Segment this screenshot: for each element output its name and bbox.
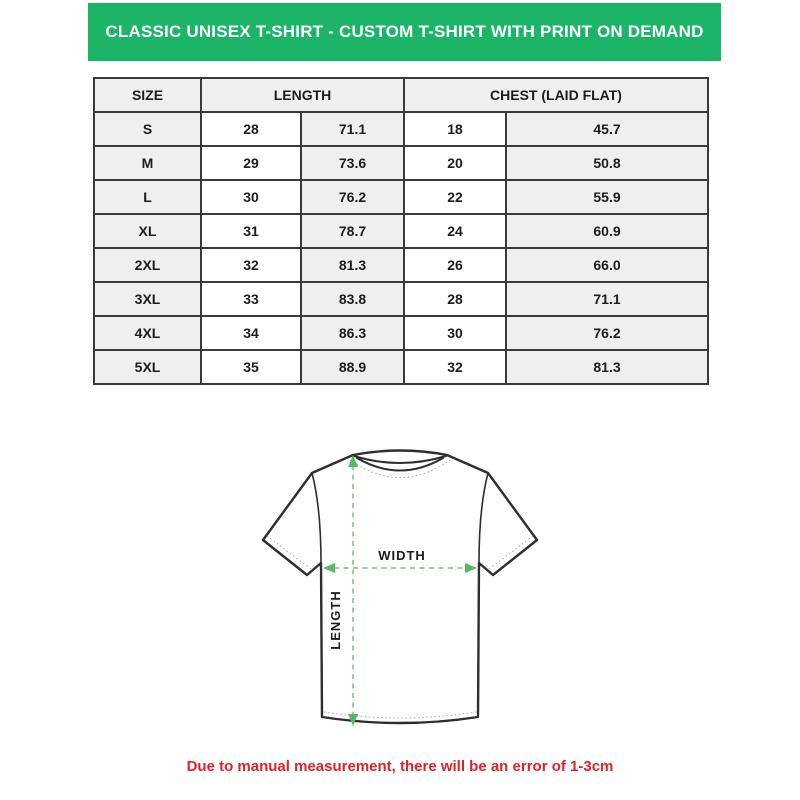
- length-cm-cell: 76.2: [301, 180, 404, 214]
- table-row: [94, 112, 708, 146]
- table-row: [94, 146, 708, 180]
- tshirt-diagram: [240, 430, 560, 750]
- length-cm-cell: 88.9: [301, 350, 404, 384]
- size-cell: 2XL: [94, 248, 201, 282]
- chest-cm-cell: 60.9: [506, 214, 708, 248]
- size-cell: 3XL: [94, 282, 201, 316]
- size-table: [93, 77, 709, 385]
- chest-cm-cell: 45.7: [506, 112, 708, 146]
- chest-cm-cell: 76.2: [506, 316, 708, 350]
- chest-in-cell: 28: [404, 282, 506, 316]
- size-cell: S: [94, 112, 201, 146]
- table-header-row: [94, 78, 708, 112]
- table-row: [94, 248, 708, 282]
- table-row: [94, 180, 708, 214]
- table-row: [94, 282, 708, 316]
- length-in-cell: 28: [201, 112, 301, 146]
- chest-cm-cell: 55.9: [506, 180, 708, 214]
- size-cell: L: [94, 180, 201, 214]
- table-row: [94, 350, 708, 384]
- chest-in-cell: 26: [404, 248, 506, 282]
- length-in-cell: 32: [201, 248, 301, 282]
- chest-in-cell: 32: [404, 350, 506, 384]
- chest-in-cell: 24: [404, 214, 506, 248]
- size-cell: 4XL: [94, 316, 201, 350]
- length-in-cell: 35: [201, 350, 301, 384]
- length-in-cell: 33: [201, 282, 301, 316]
- length-cm-cell: 73.6: [301, 146, 404, 180]
- length-cm-cell: 86.3: [301, 316, 404, 350]
- length-cm-cell: 78.7: [301, 214, 404, 248]
- length-label: LENGTH: [328, 590, 343, 650]
- chest-in-cell: 30: [404, 316, 506, 350]
- size-cell: 5XL: [94, 350, 201, 384]
- length-cm-cell: 81.3: [301, 248, 404, 282]
- length-in-cell: 31: [201, 214, 301, 248]
- chest-in-cell: 22: [404, 180, 506, 214]
- chest-in-cell: 18: [404, 112, 506, 146]
- chest-cm-cell: 50.8: [506, 146, 708, 180]
- chest-in-cell: 20: [404, 146, 506, 180]
- table-row: [94, 214, 708, 248]
- length-in-cell: 29: [201, 146, 301, 180]
- page-title: CLASSIC UNISEX T-SHIRT - CUSTOM T-SHIRT WITH PRINT ON DEMAND: [105, 22, 704, 41]
- chest-cm-cell: 66.0: [506, 248, 708, 282]
- width-label: WIDTH: [378, 548, 426, 563]
- size-cell: M: [94, 146, 201, 180]
- header-length: LENGTH: [201, 78, 404, 112]
- header-chest: CHEST (LAID FLAT): [404, 78, 708, 112]
- length-cm-cell: 71.1: [301, 112, 404, 146]
- chest-cm-cell: 81.3: [506, 350, 708, 384]
- title-banner: [88, 3, 721, 61]
- length-cm-cell: 83.8: [301, 282, 404, 316]
- table-row: [94, 316, 708, 350]
- length-in-cell: 34: [201, 316, 301, 350]
- measurement-error-note: Due to manual measurement, there will be an error of 1-3cm: [186, 758, 614, 775]
- header-size: SIZE: [94, 78, 201, 112]
- size-cell: XL: [94, 214, 201, 248]
- length-in-cell: 30: [201, 180, 301, 214]
- chest-cm-cell: 71.1: [506, 282, 708, 316]
- tshirt-outline-shape: [263, 451, 537, 724]
- size-table-body: [94, 112, 708, 384]
